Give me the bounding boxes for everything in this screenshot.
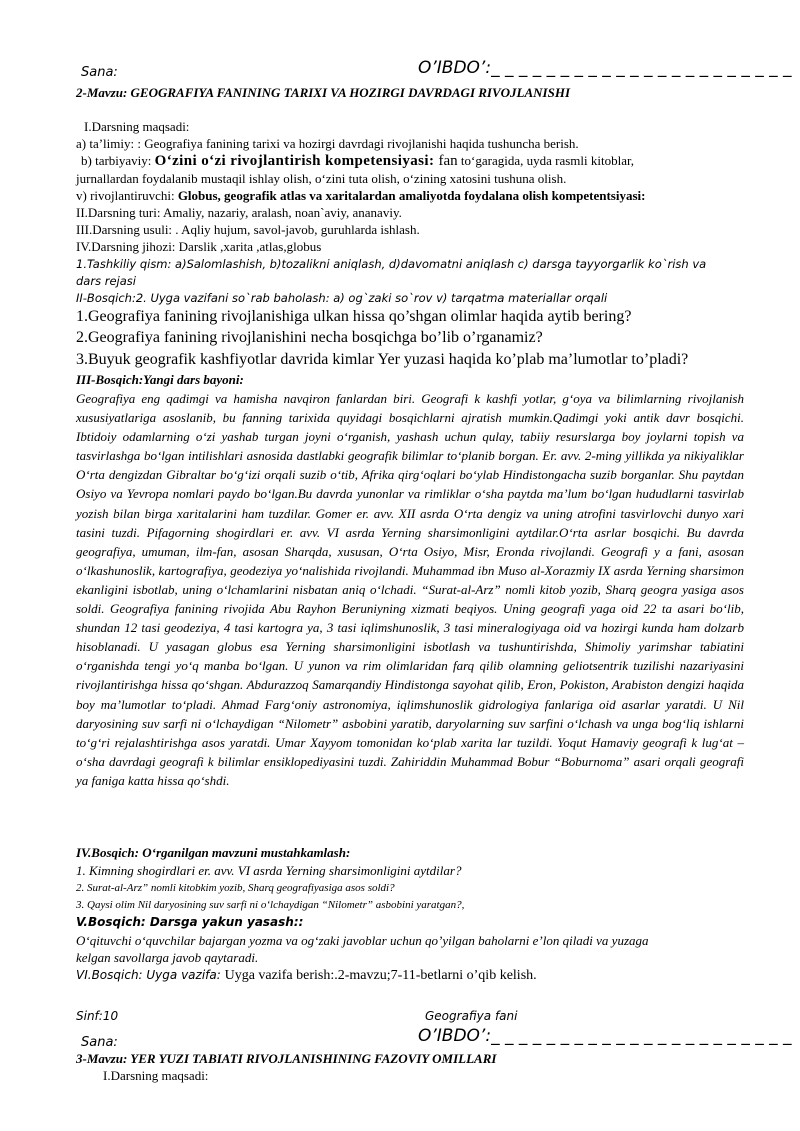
bosqich2-line: II-Bosqich:2. Uyga vazifani so`rab baholash: a) og`zaki so`rov v) tarqatma materiallar orqali (76, 291, 608, 305)
lesson-title: 2-Mavzu: GEOGRAFIYA FANINING TARIXI VA HOZIRGI DAVRDAGI RIVOJLANISHI (76, 85, 571, 100)
lesson3-title: 3-Mavzu: YER YUZI TABIATI RIVOJLANISHINING FAZOVIY OMILLARI (76, 1051, 497, 1066)
tarbiyaviy-bold: O‘zini o‘zi rivojlantirish kompetensiyasi: (154, 153, 439, 169)
darsning-jihozi: IV.Darsning jihozi: Darslik ,xarita ,atlas,globus (76, 239, 322, 254)
tarbiyaviy-prefix: b) tarbiyaviy: (81, 153, 155, 168)
bayon-paragraph: Geografiya eng qadimgi va hamisha navqiron fanlardan biri. Geografi k kashfi yotlar, g‘oya va bilimlarning rivojlanish xususiyatlariga asoslanib, bu fanning tarixida quyidagi bosqichlarni ajratish mumkin.Qadimgi yoki antik davr bosqichi. Ibtidoiy odamlarning o‘zi yashab turgan joyni o‘rganish, yashash uchun qulay, tabiiy resurslarga boy joylarni topish va tasvirlashga bo‘lgan intilishlari asnosida dastlabki geografik bilimlar to‘planib borgan. Er. avv. 2-ming yillikda ya nikiyaliklar O‘rta dengizdan Gibraltar bo‘g‘izi orqali suzib o‘tib, Afrika qirg‘oqlari bo‘ylab Hindistongacha suzib borganlar. Shu paytdan Osiyo va Yevropa nomlari paydo bo‘lgan.Bu davrda yunonlar va rimliklar o‘sha paytda ma’lum bo‘lgan hududlarni tasvirlab yozish bilan birga xaritalarini ham tuzdilar. Gomer er. avv. XII asrda O‘rta dengiz va uning atrofini tasvirlovchi dunyo xari tasini tuzdi. Pifagorning shogirdlari er. avv. VI asrda Yerning sharsimonligini aytdilar.O‘rta asrlar bosqichi. Bu davrda geografiya, umuman, ilm-fan, asosan Sharqda, xususan, O‘rta Osiyo, Misr, Eronda rivojlandi. Geografi y a fani, asosan o‘lkashunoslik, kartografiya, geodeziya yo‘nalishida rivojlandi. Muhammad ibn Muso al-Xorazmiy IX asrda Yerning sharsimon ekanligini isbotlab, uning o‘lchamlarini nisbatan aniq o‘lchadi. “Surat-al-Arz” nomli kitob yozib, Sharq geogra yasiga asos soldi. Geografiya fanining rivojida Abu Rayhon Beruniyning xizmati beqiyos. Uning geografi yaga oid 22 ta asari bo‘lib, shundan 12 tasi geodeziya, 4 tasi kartogra ya, 3 tasi iqlimshunoslik, 3 tasi mineralogiyaga oid va hozirgi kunda ham dolzarb hisoblanadi. U yasagan globus esa Yerning sharsimonligini isbotlash va tushuntirishda, Shimoliy yarimshar tabiatini o‘rganishda tengi yo‘q manba bo‘lgan. U yunon va rim olimlaridan farq qilib olamning geliotsentrik tuzilishi nazariyasini rivojlantirishga hissa qo‘shgan. Abdurazzoq Samarqandiy Hindistonga sayohat qilib, Eron, Pokiston, Arabiston dengizi haqida boy ma’lumotlar to‘pladi. Ahmad Farg‘oniy astronomiya, iqlimshunoslik gidrologiya fanlariga oid asarlar yaratdi. U Nil daryosining suv sarfi ni o‘lchaydigan “Nilometr” asbobini yaratib, daryolarning suv sarfini o‘lchash va unga bog‘liq ishlarni to‘g‘ri rejalashtirishga asos yaratdi. Umar Xayyom tomonidan ko‘plab xarita lar tuzildi. Yoqut Hamaviy geografi k lug‘at – o‘sha davrdagi geografi k bilimlar ensiklopediyasini tuzdi. Zahiriddin Muhammad Bobur “Boburnoma” asari orqali geografi ya faniga katta hissa qo‘shdi. (76, 391, 744, 788)
bosqich5-heading: V.Bosqich: Darsga yakun yasash:: (76, 915, 304, 929)
review-question-2: 2. Surat-al-Arz” nomli kitobkim yozib, Sharq geografiyasiga asos soldi? (76, 882, 395, 894)
talimiy-line: a) ta’limiy: : Geografiya fanining tarixi va hozirgi davrdagi rivojlanishi haqida tushuncha berish. (76, 136, 579, 151)
bosqich6-text: Uyga vazifa berish:.2-mavzu;7-11-betlarni o’qib kelish. (224, 968, 537, 983)
ibdo-label-2: O’IBDO’:_ _ _ _ _ _ _ _ _ _ _ _ _ _ _ _ _ _ _ _ _ _ (418, 1026, 792, 1046)
question-1: 1.Geografiya fanining rivojlanishiga ulkan hissa qo’shgan olimlar haqida aytib bering? (76, 308, 632, 325)
darsning-usuli: III.Darsning usuli: . Aqliy hujum, savol-javob, guruhlarda ishlash. (76, 222, 420, 237)
bosqich6-label: VI.Bosqich: Uyga vazifa: (76, 968, 225, 982)
ibdo-label: O’IBDO’:_ _ _ _ _ _ _ _ _ _ _ _ _ _ _ _ _ _ _ _ _ _ (418, 58, 792, 78)
fan-label: Geografiya fani (425, 1009, 518, 1023)
tashkiliy-line1: 1.Tashkiliy qism: a)Salomlashish, b)tozalikni aniqlash, d)davomatni aniqlash c) darsga tayyorgarlik ko`rish va (76, 257, 707, 271)
sinf-label: Sinf:10 (76, 1009, 119, 1023)
darsning-turi: II.Darsning turi: Amaliy, nazariy, aralash, noan`aviy, ananaviy. (76, 205, 402, 220)
bosqich4-heading: IV.Bosqich: O‘rganilgan mavzuni mustahkamlash: (76, 845, 351, 860)
bosqich6-line (76, 966, 744, 984)
sana-label-2: Sana: (81, 1035, 118, 1050)
yakun-line2: kelgan savollarga javob qaytaradi. (76, 950, 259, 965)
lesson3-maqsad-heading: I.Darsning maqsadi: (103, 1068, 209, 1083)
rivojlantiruvchi-prefix: v) rivojlantiruvchi: (76, 188, 178, 203)
rivojlantiruvchi-line (76, 187, 744, 204)
tashkiliy-line2: dars rejasi (76, 274, 136, 288)
rivojlantiruvchi-bold: Globus, geografik atlas va xaritalardan amaliyotda foydalana olish kompetentsiyasi: (177, 188, 646, 203)
question-3: 3.Buyuk geografik kashfiyotlar davrida kimlar Yer yuzasi haqida ko’plab ma’lumotlar to’pladi? (76, 351, 689, 368)
maqsad-heading: I.Darsning maqsadi: (84, 119, 190, 134)
question-2: 2.Geografiya fanining rivojlanishini necha bosqichga bo’lib o’rganamiz? (76, 329, 543, 346)
tarbiyaviy-rest: to‘garagida, uyda rasmli kitoblar, (457, 153, 635, 168)
review-question-1: 1. Kimning shogirdlari er. avv. VI asrda Yerning sharsimonligini aytdilar? (76, 863, 462, 878)
tarbiyaviy-line2: jurnallardan foydalanib mustaqil ishlay olish, o‘zini tuta olish, o‘zining xatosini tushuna olish. (76, 171, 567, 186)
yakun-line1: O‘qituvchi o‘quvchilar bajargan yozma va og‘zaki javoblar uchun qo’yilgan baholarni e’lon qiladi va yuzaga (76, 933, 649, 948)
review-question-3: 3. Qaysi olim Nil daryosining suv sarfi ni o‘lchaydigan “Nilometr” asbobini yaratgan?, (76, 899, 465, 911)
bosqich3-heading: III-Bosqich:Yangi dars bayoni: (76, 372, 244, 387)
tarbiyaviy-line (81, 152, 749, 170)
tarbiyaviy-fan: fan (438, 153, 458, 169)
sana-label: Sana: (81, 65, 118, 80)
